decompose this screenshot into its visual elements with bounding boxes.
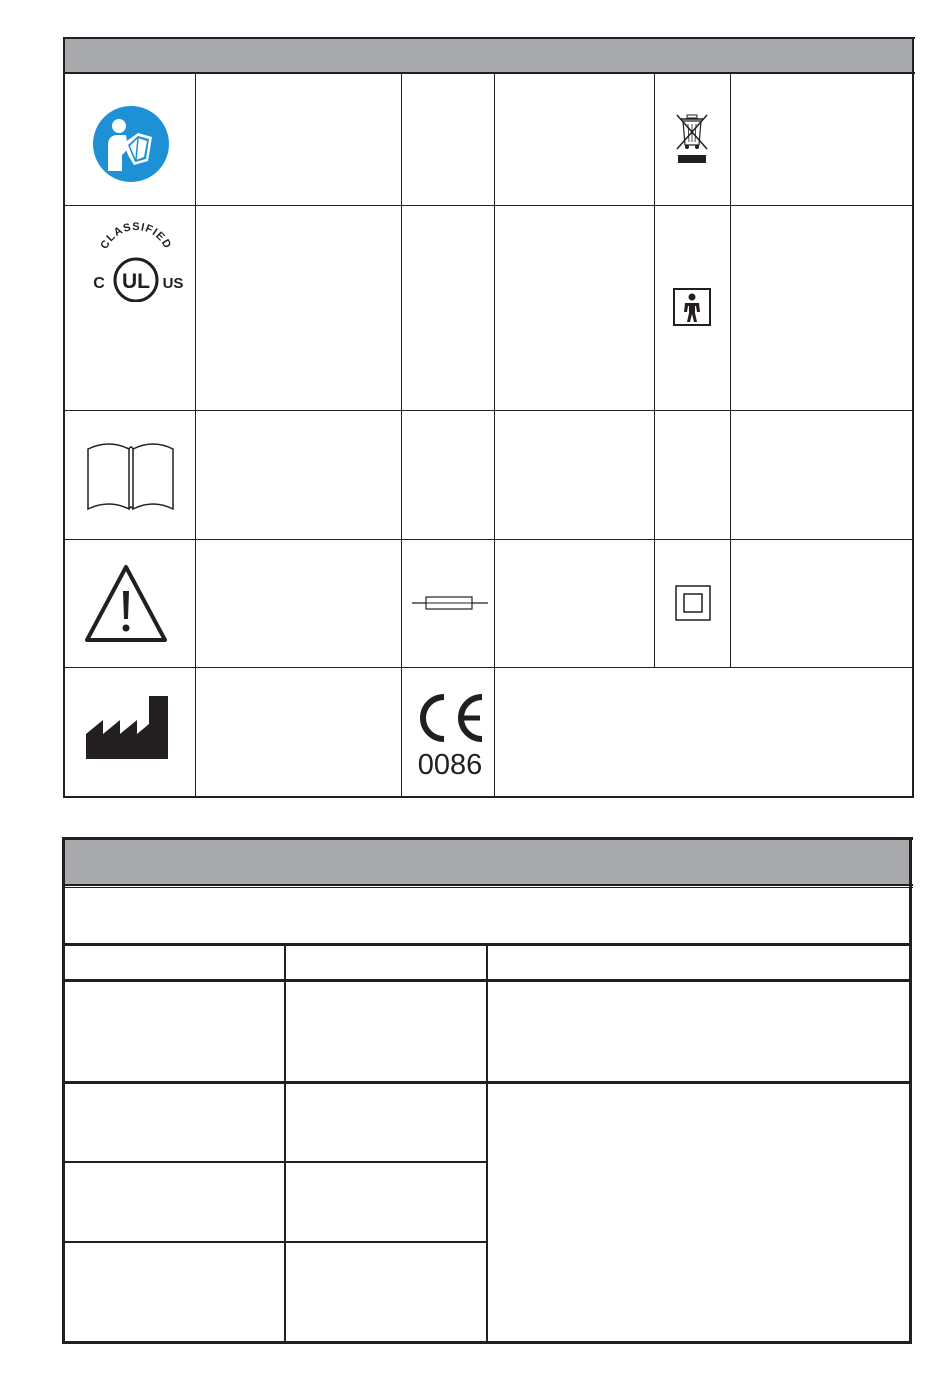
- open-book-icon: [85, 437, 177, 513]
- second-table-header: [64, 839, 911, 884]
- ul-classified-mark-icon: [88, 222, 188, 302]
- symbols-table-header: [64, 38, 914, 73]
- manufacturer-factory-icon: [85, 694, 169, 760]
- second-table: [0, 820, 950, 1380]
- svg-text:CLASSIFIED: [98, 222, 173, 251]
- type-bf-applied-part-icon: [673, 288, 711, 326]
- ul-right-text: US: [162, 275, 184, 292]
- second-table-intro: [66, 890, 910, 942]
- ul-left-text: C: [93, 275, 105, 292]
- class-ii-double-square-icon: [675, 585, 711, 621]
- warning-triangle-icon: [84, 563, 168, 643]
- ul-center-text: UL: [122, 270, 150, 293]
- ce-mark-icon: [414, 693, 486, 777]
- ce-notified-body-number: 0086: [417, 749, 483, 777]
- fuse-icon: [412, 593, 488, 613]
- ul-top-text: CLASSIFIED: [98, 222, 174, 252]
- read-manual-icon: [92, 105, 170, 183]
- weee-crossed-bin-icon: [675, 113, 709, 165]
